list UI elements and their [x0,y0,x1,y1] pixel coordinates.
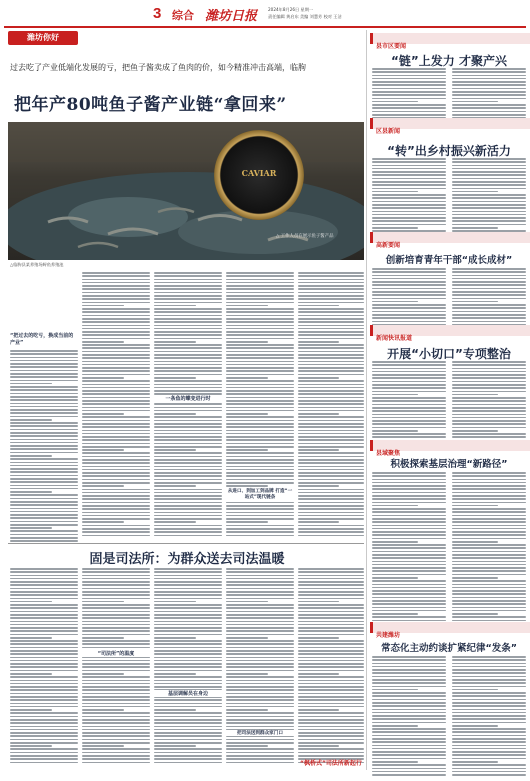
column-tag [8,31,78,45]
story-divider [8,543,364,544]
main-text-col-4 [226,272,294,542]
right-section-text-right [452,361,526,451]
right-section-tag-label: 区县新闻 [376,128,401,135]
second-text-col-3 [154,568,222,768]
right-section-headline: “转”出乡村振兴新活力 [387,144,511,158]
second-footer-tag: “枫桥式”司法所新起行 [300,760,362,767]
paper-logo: 潍坊日报 [205,9,258,24]
main-headline: 把年产80吨鱼子酱产业链“拿回来” [14,95,287,115]
main-text-col-1 [10,272,78,542]
main-text-col-2 [82,272,150,542]
second-headline: 固是司法所：为群众送去司法温暖 [89,552,285,567]
right-section-tag [370,325,530,342]
right-section-text-right [452,656,526,781]
section-name: 综合 [172,9,194,22]
page-number: 3 [153,5,162,22]
right-section-text-left [372,158,446,243]
right-section-text-right [452,472,526,632]
main-text-col-3 [154,272,222,542]
column-divider [366,30,367,770]
right-section-headline: 创新培育青年干部“成长成材” [385,255,513,266]
photo-caption-right: △ 工作人员在展示鱼子酱产品 [276,234,334,239]
column-tag-label: 潍坊你好 [27,33,59,42]
right-section-tag-label: 县市区要闻 [376,43,407,50]
right-section-tag [370,440,530,457]
second-text-col-1 [10,568,78,768]
right-section-tag [370,232,530,249]
masthead [0,0,530,30]
date-line: 2024年8月26日 星期一 [268,7,314,12]
right-section-headline: “链”上发力 才聚产兴 [391,54,507,68]
second-subhead-1: “司法所”的温度 [82,650,150,657]
photo-caption-left: △临朐县某养殖场鲟鱼养殖池 [10,262,64,267]
kicker: 过去吃了产业低端化发展的亏，把鱼子酱卖成了鱼肉的价，如今精准冲击高端，临朐 [10,63,306,72]
right-section-text-left [372,361,446,451]
right-section-tag-label: 共建潍坊 [376,632,401,639]
main-subhead-1: “把过去的吃亏，换成当前的产业” [10,333,74,346]
right-section-headline: 常态化主动约谈扩紧纪律“发条” [381,643,517,654]
header-rule [4,26,526,28]
right-section-tag-label: 县域聚焦 [376,450,401,457]
main-subhead-3: 从进口、到加工到品牌 打造“一站式”现代链条 [227,489,293,500]
second-subhead-2: 基层调解员在身边 [154,690,222,697]
right-section-headline: 开展“小切口”专项整治 [387,347,511,361]
right-section-text-left [372,472,446,632]
main-subhead-2: 一条鱼的蝶变进行时 [154,395,222,402]
second-text-col-5 [298,568,364,768]
second-text-col-4 [226,568,294,768]
right-section-tag-label: 高新要闻 [376,242,401,249]
right-section-headline: 积极探索基层治理“新路径” [390,459,508,470]
caviar-label: CAVIAR [241,168,277,178]
main-text-col-5 [298,272,364,542]
second-subhead-3: 把司法送到群众家门口 [226,730,294,736]
main-photo [8,122,364,260]
caviar-tin [214,130,304,220]
right-section-tag [370,622,530,639]
right-section-tag [370,118,530,135]
editors-line: 责任编辑 黄启东 美编 刘慧芳 校对 王洁 [268,14,342,19]
right-section-tag-label: 新闻快讯报道 [376,335,413,342]
right-section-text-right [452,158,526,243]
second-text-col-2 [82,568,150,768]
right-section-tag [370,33,530,50]
right-section-text-left [372,656,446,781]
